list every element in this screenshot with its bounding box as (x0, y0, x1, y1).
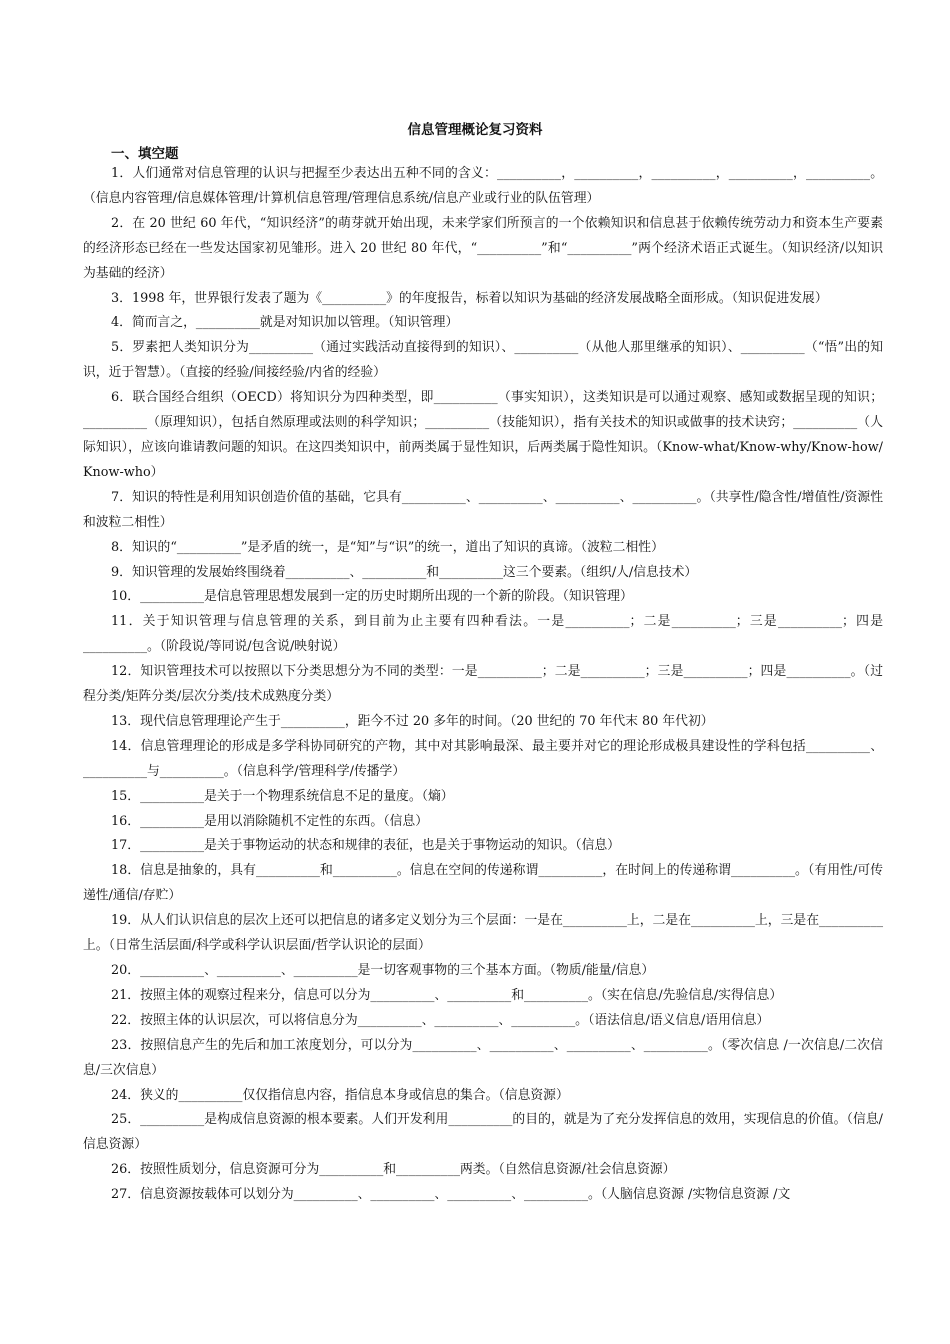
question-14: 14．信息管理理论的形成是多学科协同研究的产物，其中对其影响最深、最主要并对它的理论形成极具建设性的学科包括__________、__________与__________。（信息科学/管理科学/传播学） (83, 738, 883, 779)
question-11: 11．关于知识管理与信息管理的关系，到目前为止主要有四种看法。一是__________；二是__________；三是__________；四是__________。（阶段说/等同说/包含说/映射说） (83, 614, 883, 655)
question-25: 25．__________是构成信息资源的根本要素。人们开发利用__________的目的，就是为了充分发挥信息的效用，实现信息的价值。（信息/信息资源） (83, 1112, 883, 1153)
question-20: 20．__________、__________、__________是一切客观事物的三个基本方面。（物质/能量/信息） (111, 963, 655, 978)
question-9: 9．知识管理的发展始终围绕着__________、__________和__________这三个要素。（组织/人/信息技术） (111, 564, 698, 580)
question-23: 23．按照信息产生的先后和加工浓度划分，可以分为__________、__________、__________、__________。（零次信息 /一次信息/二次信息/三次信息） (83, 1037, 883, 1078)
question-list (83, 162, 883, 1208)
question-19: 19．从人们认识信息的层次上还可以把信息的诸多定义划分为三个层面：一是在__________上，二是在__________上，三是在__________上。（日常生活层面/科学或科学认识层面/哲学认识论的层面） (83, 913, 883, 954)
question-24: 24．狭义的__________仅仅指信息内容，指信息本身或信息的集合。（信息资源） (111, 1087, 569, 1103)
question-26: 26．按照性质划分，信息资源可分为__________和__________两类。（自然信息资源/社会信息资源） (111, 1162, 676, 1178)
question-7: 7．知识的特性是利用知识创造价值的基础，它具有__________、__________、__________、__________。（共享性/隐含性/增值性/资源性和波粒二相性） (83, 489, 883, 530)
question-2: 2．在 20 世纪 60 年代，“知识经济”的萌芽就开始出现，未来学家们所预言的一个依赖知识和信息甚于依赖传统劳动力和资本生产要素的经济形态已经在一些发达国家初见雏形。进入 20 世纪 80 年代，“__________”和“__________”两个经济术语正式诞生。（知识经济/以知识为基础的经济） (83, 215, 883, 281)
question-13: 13．现代信息管理理论产生于__________，距今不过 20 多年的时间。（20 世纪的 70 年代末 80 年代初） (111, 713, 714, 729)
question-16: 16．__________是用以消除随机不定性的东西。（信息） (111, 813, 429, 829)
document-title: 信息管理概论复习资料 (407, 122, 543, 138)
question-21: 21．按照主体的观察过程来分，信息可以分为__________、__________和__________。（实在信息/先验信息/实得信息） (111, 987, 783, 1003)
question-15: 15．__________是关于一个物理系统信息不足的量度。（熵） (111, 788, 454, 804)
question-12: 12．知识管理技术可以按照以下分类思想分为不同的类型：一是__________；二是__________；三是__________；四是__________。（过程分类/矩阵分类/层次分类/技术成熟度分类） (83, 664, 883, 705)
question-5: 5．罗素把人类知识分为__________（通过实践活动直接得到的知识）、__________（从他人那里继承的知识）、__________（“悟”出的知识，近于智慧）。（直接的经验/间接经验/内省的经验） (83, 340, 883, 381)
question-4: 4．简而言之，__________就是对知识加以管理。（知识管理） (111, 315, 459, 331)
question-1: 1．人们通常对信息管理的认识与把握至少表达出五种不同的含义：__________，__________，__________，__________，__________。（信息内容管理/信息媒体管理/计算机信息管理/管理信息系统/信息产业或行业的队伍管理） (83, 166, 883, 206)
question-18: 18．信息是抽象的，具有__________和__________。信息在空间的传递称谓__________，在时间上的传递称谓__________。（有用性/可传递性/通信/存贮） (83, 863, 883, 904)
question-22: 22．按照主体的认识层次，可以将信息分为__________、__________、__________。（语法信息/语义信息/语用信息） (111, 1012, 770, 1028)
question-27: 27．信息资源按载体可以划分为__________、__________、__________、__________。（人脑信息资源 /实物信息资源 /文 (111, 1187, 791, 1203)
question-17: 17．__________是关于事物运动的状态和规律的表征，也是关于事物运动的知识。（信息） (111, 838, 620, 854)
question-8: 8．知识的“__________”是矛盾的统一，是“知”与“识”的统一，道出了知识的真谛。（波粒二相性） (111, 539, 664, 555)
question-10: 10．__________是信息管理思想发展到一定的历史时期所出现的一个新的阶段。（知识管理） (111, 589, 633, 605)
question-6: 6．联合国经合组织（OECD）将知识分为四种类型，即__________（事实知识），这类知识是可以通过观察、感知或数据呈现的知识；__________（原理知识），包括自然原理或法则的科学知识；__________（技能知识），指有关技术的知识或做事的技术诀窍；__________（人际知识），应该向谁请教问题的知识。在这四类知识中，前两类属于显性知识，后两类属于隐性知识。（Know-what/Know-why/Know-how/ Know-who） (83, 390, 883, 480)
question-3: 3．1998 年，世界银行发表了题为《__________》的年度报告，标着以知识为基础的经济发展战略全面形成。（知识促进发展） (111, 290, 828, 306)
section-heading-fill-in-blank: 一、填空题 (111, 146, 179, 162)
